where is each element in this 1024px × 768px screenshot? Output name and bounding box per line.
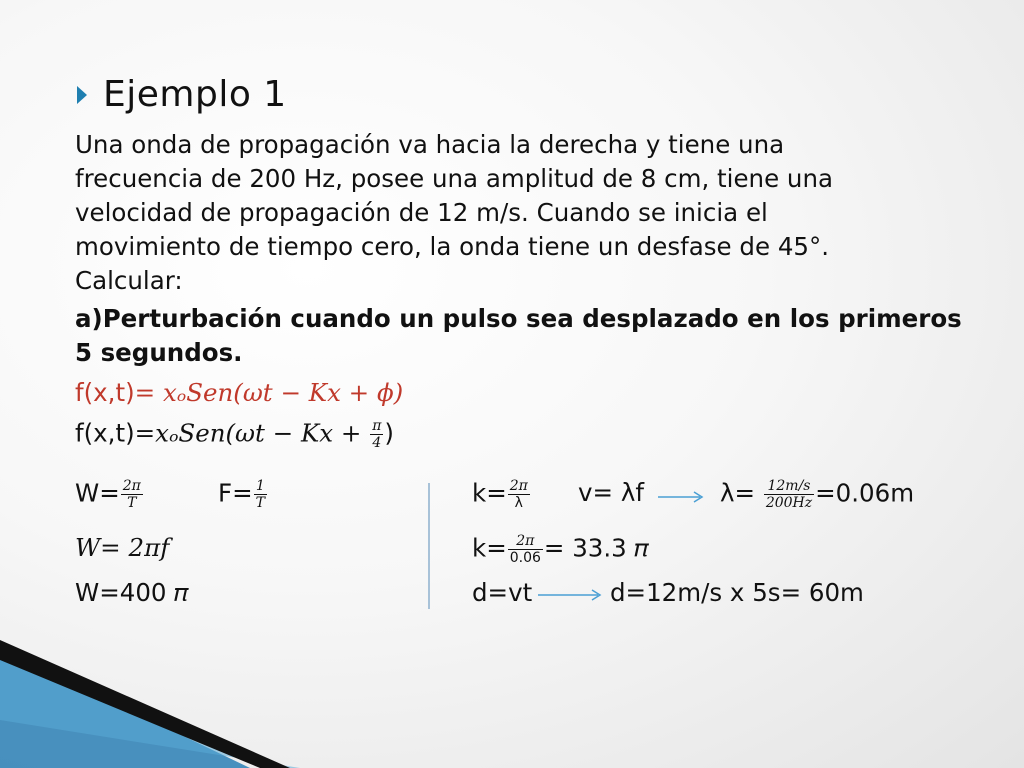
arrow-right-icon bbox=[536, 588, 606, 602]
arrow-right-icon bbox=[656, 490, 706, 504]
eq2-rhs-pre: =𝑥ₒ𝑆𝑒𝑛(𝜔𝑡 − 𝐾𝑥 + bbox=[134, 418, 362, 448]
k1-fraction: $\frac{\text{2𝜋}}{\lambda}$ bbox=[509, 478, 528, 511]
velocity-formula: v= λf bbox=[578, 478, 644, 507]
question-line: a)Perturbación cuando un pulso sea desplazado en los primeros bbox=[75, 304, 962, 333]
w-value: W=400 𝜋 bbox=[75, 578, 189, 607]
eq2-rhs-post: ) bbox=[384, 418, 394, 448]
wave-number-value: k= $\frac{\text{2𝜋}}{0.06}$ = 33.3 𝜋 bbox=[472, 533, 650, 566]
w1-fraction: $\frac{\text{2𝜋}}{\text{𝑇}}$ bbox=[122, 478, 141, 511]
paragraph-line: Calcular: bbox=[75, 266, 183, 295]
distance-formula: d=vt bbox=[472, 578, 533, 607]
slide-title: Ejemplo 1 bbox=[103, 74, 287, 115]
paragraph-line: frecuencia de 200 Hz, posee una amplitud de 8 cm, tiene una bbox=[75, 164, 833, 193]
paragraph-line: movimiento de tiempo cero, la onda tiene un desfase de 45°. bbox=[75, 232, 830, 261]
angular-frequency-formula: W= $\frac{\text{2𝜋}}{\text{𝑇}}$ bbox=[75, 478, 141, 511]
wavelength-formula: λ= $\frac{\text{12𝑚/𝑠}}{\text{200𝐻𝑧}}$ =0.06m bbox=[720, 478, 915, 511]
pi-over-4-fraction: $\frac{\text{𝜋}}{4}$ bbox=[372, 418, 382, 451]
wave-equation-specific bbox=[75, 418, 394, 451]
vertical-divider bbox=[428, 483, 430, 609]
question-line: 5 segundos. bbox=[75, 338, 243, 367]
w-2pi-f: W= 2𝜋f bbox=[75, 533, 170, 562]
f1-fraction: $\frac{1}{\text{𝑇}}$ bbox=[255, 478, 265, 511]
question-a bbox=[75, 302, 962, 370]
eq1-rhs: = 𝑥ₒ𝑆𝑒𝑛(𝜔𝑡 − 𝐾𝑥 + 𝜙) bbox=[134, 378, 404, 407]
wave-number-formula: k= $\frac{\text{2𝜋}}{\lambda}$ bbox=[472, 478, 528, 511]
distance-value: d=12m/s x 5s= 60m bbox=[610, 578, 864, 607]
problem-statement bbox=[75, 128, 975, 298]
paragraph-line: velocidad de propagación de 12 m/s. Cuando se inicia el bbox=[75, 198, 768, 227]
paragraph-line: Una onda de propagación va hacia la derecha y tiene una bbox=[75, 130, 785, 159]
triangle-right-icon bbox=[77, 86, 87, 104]
eq2-lhs: f(x,t) bbox=[75, 418, 135, 448]
eq1-lhs: f(x,t) bbox=[75, 378, 135, 407]
k2-fraction: $\frac{\text{2𝜋}}{0.06}$ bbox=[509, 533, 541, 566]
frequency-formula: F= $\frac{1}{\text{𝑇}}$ bbox=[218, 478, 265, 511]
wave-equation-general bbox=[75, 378, 403, 407]
lambda-fraction: $\frac{\text{12𝑚/𝑠}}{\text{200𝐻𝑧}}$ bbox=[765, 478, 813, 511]
